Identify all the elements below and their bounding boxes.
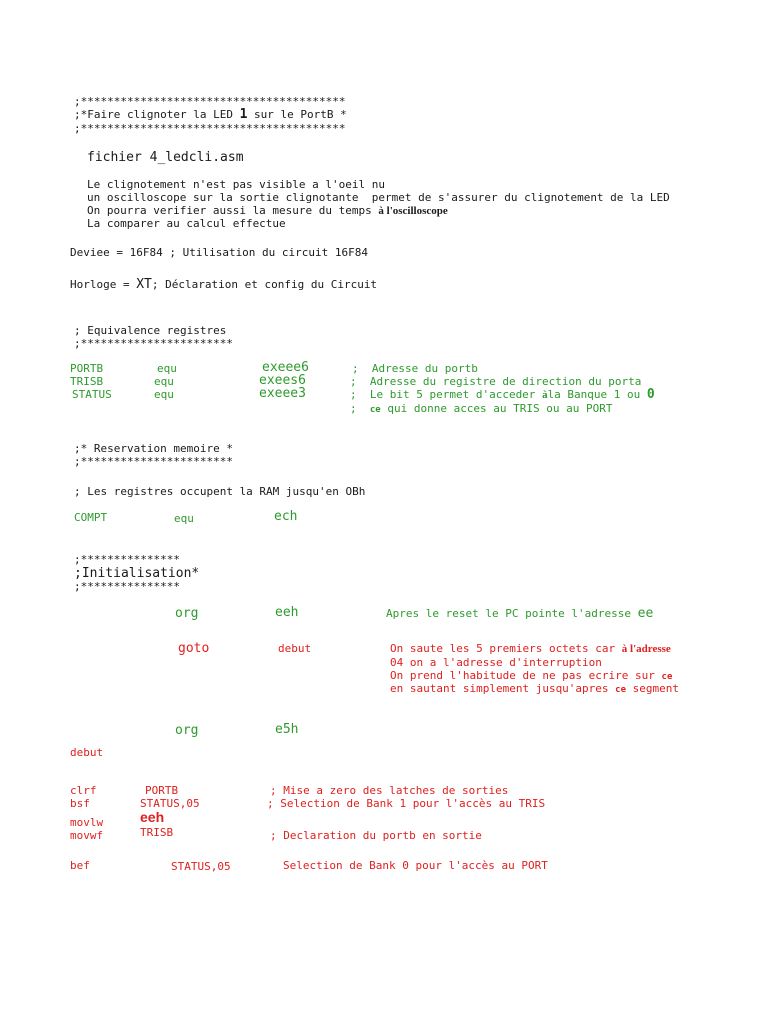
filename: fichier 4_ledcli.asm: [87, 150, 244, 165]
equ-cmt2-c: qui donne acces au TRIS ou au PORT: [380, 402, 613, 415]
org1-keyword: org: [175, 606, 199, 621]
goto-cmt3-a: On prend l'habitude de ne pas ecrire sur: [390, 669, 662, 682]
goto-cmt4-b: ce: [615, 685, 627, 695]
equ-cmt-status-d: 0: [646, 387, 655, 402]
intro-line-3-a: On pourra verifier aussi la mesure du temps: [87, 204, 379, 217]
bsf-comment: ; Selection de Bank 1 pour l'accès au TRIS: [267, 797, 546, 810]
init-stars-top: ;***************: [74, 553, 180, 566]
equ-val-portb: exeee6: [262, 360, 309, 375]
equ-name-status: STATUS: [72, 388, 112, 401]
goto-cmt1-b: à l'adresse: [621, 643, 671, 655]
mem-title: ;* Reservation memoire *: [74, 442, 233, 455]
org1-cmt-b: ee: [637, 606, 654, 621]
equ-stars: ;***********************: [74, 337, 233, 350]
equ-cmt2-a: ;: [350, 402, 370, 415]
clock-a: Horloge =: [70, 278, 137, 291]
clock-c: ; Déclaration et config du Circuit: [151, 278, 378, 291]
mem-stars: ;***********************: [74, 455, 233, 468]
debut-label: debut: [70, 746, 104, 759]
intro-line-1: Le clignotement n'est pas visible a l'oeil nu: [87, 178, 386, 191]
equ-name-portb: PORTB: [70, 362, 104, 375]
goto-cmt4-a: en sautant simplement jusqu'apres: [390, 682, 616, 695]
goto-cmt1-a: On saute les 5 premiers octets car: [390, 642, 622, 655]
compt-val: ech: [274, 509, 298, 524]
header-title: [74, 108, 347, 121]
equ-name-trisb: TRISB: [70, 375, 104, 388]
org1-value: eeh: [275, 605, 299, 620]
equ-cmt-status: [350, 388, 655, 402]
goto-comment-1: [390, 642, 671, 656]
equ-val-status: exeee3: [259, 386, 306, 401]
goto-keyword: goto: [178, 641, 210, 656]
org2-value: e5h: [275, 722, 299, 737]
movwf-instr: movwf: [70, 829, 104, 842]
header-title-num: 1: [239, 107, 248, 122]
header-stars-bottom: ;****************************************: [74, 122, 346, 135]
mem-note: ; Les registres occupent la RAM jusqu'en OBh: [74, 485, 366, 498]
equ-op-status: equ: [154, 388, 174, 401]
intro-line-3: [87, 204, 448, 218]
goto-cmt4-c: segment: [626, 682, 679, 695]
init-title: ;Initialisation*: [74, 566, 200, 581]
goto-comment-2: 04 on a l'adresse d'interruption: [390, 656, 602, 669]
equ-cmt-status-c: la Banque 1 ou: [547, 388, 647, 401]
compt-name: COMPT: [74, 511, 108, 524]
bef-arg: STATUS,05: [171, 860, 231, 873]
clock-line: [70, 278, 377, 291]
org1-cmt-a: Apres le reset le PC pointe l'adresse: [386, 607, 638, 620]
bsf-arg: STATUS,05: [140, 797, 200, 810]
intro-line-2: un oscilloscope sur la sortie clignotante permet de s'assurer du clignotement de la LED: [87, 191, 670, 204]
device-line: Deviee = 16F84 ; Utilisation du circuit 16F84: [70, 246, 369, 259]
movlw-instr: movlw: [70, 816, 104, 829]
compt-op: equ: [174, 512, 194, 525]
header-title-b: sur le PortB *: [247, 108, 347, 121]
equ-title: ; Equivalence registres: [74, 324, 227, 337]
goto-target: debut: [278, 642, 312, 655]
header-title-a: ;*Faire clignoter la LED: [74, 108, 240, 121]
bsf-instr: bsf: [70, 797, 90, 810]
equ-cmt-status-a: ; Le bit 5 permet d'acceder: [350, 388, 543, 401]
intro-line-3-b: à l'oscilloscope: [378, 205, 448, 217]
org1-comment: [386, 607, 653, 620]
movwf-comment: ; Declaration du portb en sortie: [270, 829, 482, 842]
bef-instr: bef: [70, 859, 90, 872]
clrf-instr: clrf: [70, 784, 97, 797]
intro-line-4: La comparer au calcul effectue: [87, 217, 286, 230]
org2-keyword: org: [175, 723, 199, 738]
equ-cmt-status-2: [350, 402, 613, 417]
clrf-arg: PORTB: [145, 784, 179, 797]
equ-cmt-trisb: ; Adresse du registre de direction du porta: [350, 375, 642, 388]
goto-cmt3-b: ce: [661, 672, 673, 682]
goto-comment-4: [390, 682, 679, 697]
movlw-arg: eeh: [140, 809, 165, 825]
header-stars-top: ;****************************************: [74, 95, 346, 108]
clrf-comment: ; Mise a zero des latches de sorties: [270, 784, 509, 797]
equ-op-portb: equ: [157, 362, 177, 375]
equ-val-trisb: exees6: [259, 373, 306, 388]
equ-cmt-status-b: à: [542, 389, 548, 401]
init-stars-bottom: ;***************: [74, 580, 180, 593]
equ-op-trisb: equ: [154, 375, 174, 388]
equ-cmt-portb: ; Adresse du portb: [352, 362, 478, 375]
clock-b: XT: [136, 277, 152, 292]
equ-cmt2-b: ce: [369, 405, 381, 415]
movwf-arg: TRISB: [140, 826, 174, 839]
bef-comment: Selection de Bank 0 pour l'accès au PORT: [283, 859, 548, 872]
